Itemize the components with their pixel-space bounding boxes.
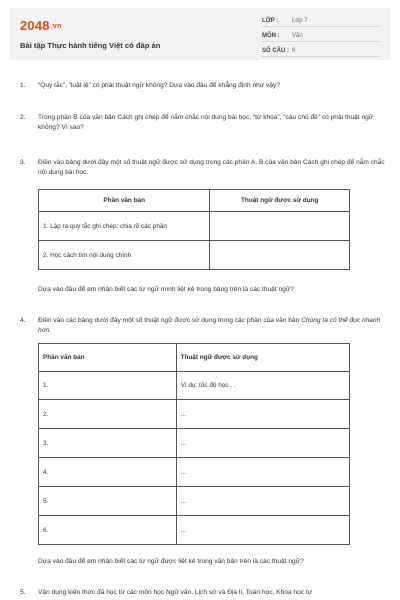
question-text-italic: Chúng ta có thể đọc nhanh hơn. <box>38 317 381 334</box>
table-row <box>39 372 350 400</box>
table-row <box>39 458 350 487</box>
table-row <box>39 400 350 429</box>
meta-class-value: Lớp 7 <box>292 18 308 24</box>
question-text: Trong phần B của văn bản Cách ghi chép để nắm chắc nội dung bài học, “từ khóa”, “câu chủ đề” có phải thuật ngữ không? Vì sao? <box>38 114 374 131</box>
meta-count-value: 6 <box>292 48 296 54</box>
table-answer-cell[interactable]: ... <box>176 487 349 516</box>
table-cell: 4. <box>39 458 177 487</box>
table-answer-cell[interactable]: ... <box>176 516 349 545</box>
terms-table-1 <box>38 189 350 270</box>
table-cell: 1. Lập ra quy tắc ghi chép: chia rõ các phần <box>39 212 210 241</box>
table-header-row <box>39 190 350 212</box>
question-number: 4. <box>20 317 26 324</box>
table-header-cell: Thuật ngữ được sử dụng <box>210 190 350 212</box>
meta-count-label: SỐ CÂU : <box>262 48 289 54</box>
meta-count-row <box>262 45 380 57</box>
meta-subject-row <box>262 30 380 42</box>
table-cell: 2. Học cách tìm nội dung chính <box>39 241 210 270</box>
table-header-cell: Thuật ngữ được sử dụng <box>176 344 349 372</box>
question-number: 5. <box>20 589 26 596</box>
table-row <box>39 516 350 545</box>
logo-suffix-text: .vn <box>50 23 62 31</box>
table-row <box>39 241 350 270</box>
meta-class-label: LỚP : <box>262 18 279 24</box>
table-row <box>39 487 350 516</box>
logo-main-text: 2048 <box>20 18 50 33</box>
table-row <box>39 212 350 241</box>
table-answer-cell[interactable] <box>210 241 350 270</box>
terms-table-2 <box>38 343 350 545</box>
document-title: Bài tập Thực hành tiếng Việt có đáp án <box>20 41 161 50</box>
question-4-followup: Dựa vào đâu để em nhận biết các từ ngữ được liệt kê trong văn bản trên là các thuật ngữ? <box>38 558 304 565</box>
question-text: Điền vào bảng dưới đây một số thuật ngữ được sử dụng trong các phần A, B của văn bản Cách ghi chép để nắm chắc nội dung bài học. <box>38 159 385 176</box>
table-header-cell: Phần văn bản <box>39 190 210 212</box>
table-header-row <box>39 344 350 372</box>
question-number: 1. <box>20 82 26 89</box>
table-answer-cell[interactable]: ... <box>176 429 349 458</box>
table-row <box>39 429 350 458</box>
table-cell: 6. <box>39 516 177 545</box>
table-cell: 3. <box>39 429 177 458</box>
question-3-followup: Dựa vào đâu để em nhận biết các từ ngữ mình liệt kê trong bảng trên là các thuật ngữ? <box>38 286 294 293</box>
question-text-main: Điền vào các bảng dưới đây một số thuật ngữ được sử dụng trong các phần của văn bản <box>38 317 302 324</box>
question-text: Vận dụng kiến thức đã học từ các môn học Ngữ văn, Lịch sử và Địa lí, Toán học, Khoa học tự <box>38 589 313 596</box>
table-answer-cell[interactable]: ... <box>176 458 349 487</box>
meta-class-row <box>262 15 380 27</box>
table-header-cell: Phần văn bản <box>39 344 177 372</box>
table-answer-cell[interactable] <box>210 212 350 241</box>
table-cell: 2. <box>39 400 177 429</box>
question-number: 3. <box>20 159 26 166</box>
table-answer-cell[interactable]: ... <box>176 400 349 429</box>
question-text: “Quy tắc”, “luật lệ” có phải thuật ngữ không? Dựa vào đâu để khẳng định như vậy? <box>38 82 280 89</box>
meta-subject-value: Văn <box>292 33 303 39</box>
table-cell: 5. <box>39 487 177 516</box>
question-number: 2. <box>20 114 26 121</box>
meta-subject-label: MÔN : <box>262 33 280 39</box>
table-answer-cell[interactable]: Ví dụ: tốc độ học . . <box>176 372 349 400</box>
question-text <box>38 316 390 336</box>
document-header <box>10 8 390 60</box>
table-cell: 1. <box>39 372 177 400</box>
site-logo[interactable] <box>20 18 61 33</box>
